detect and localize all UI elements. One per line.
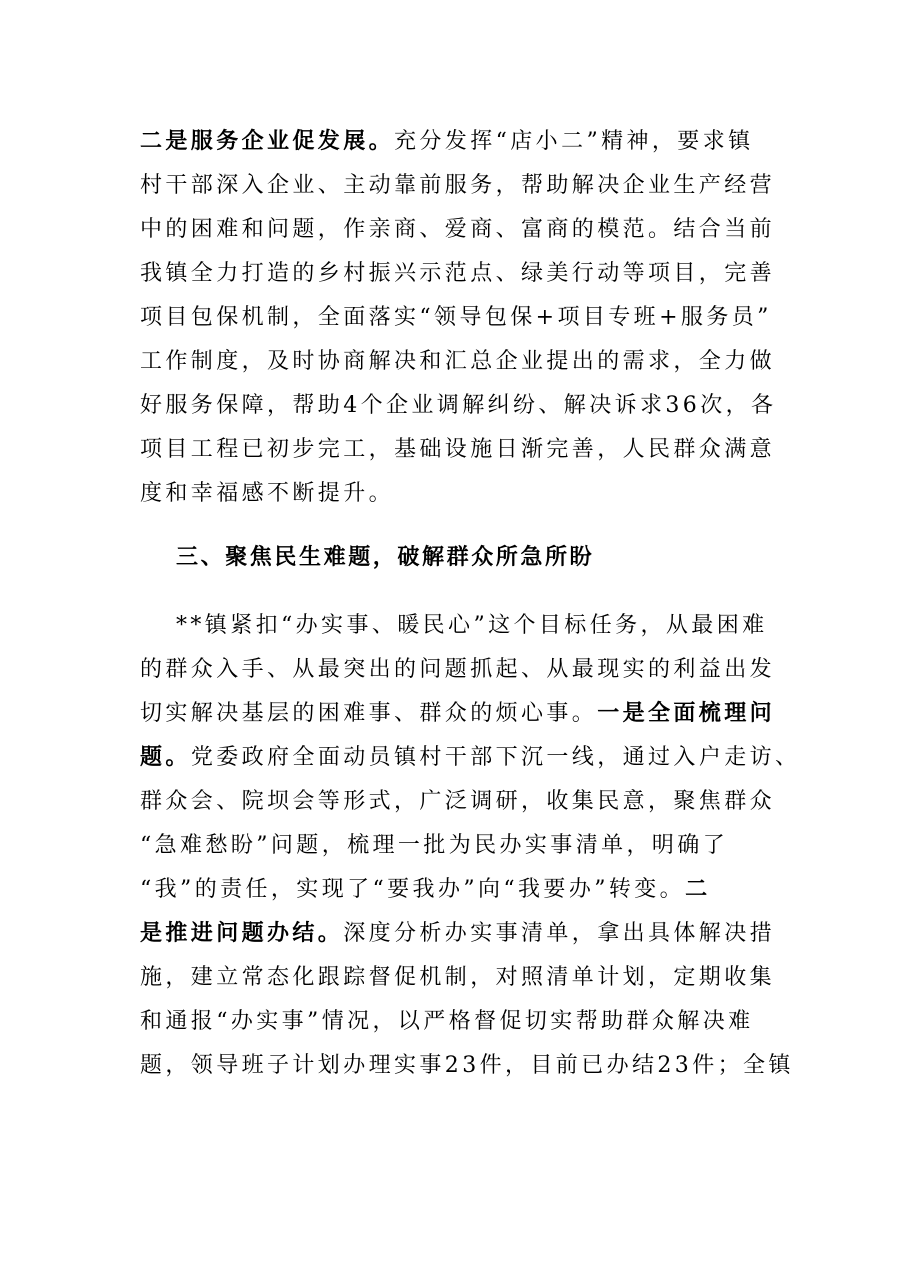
paragraph-line	[140, 164, 775, 208]
line-text: 好服务保障，帮助4个企业调解纠纷、解决诉求36次，各	[140, 393, 777, 418]
line-text: 项目工程已初步完工，基础设施日渐完善，人民群众满意	[140, 437, 776, 462]
paragraph-line	[140, 252, 775, 296]
section-heading: 三、聚焦民生难题，破解群众所急所盼	[176, 545, 595, 570]
line-text: 的群众入手、从最突出的问题抓起、从最现实的利益出发	[140, 657, 776, 682]
paragraph-line	[140, 824, 728, 868]
paragraph-line	[140, 1000, 754, 1044]
paragraph-line	[140, 120, 754, 164]
paragraph-line	[140, 208, 775, 252]
line-text: 党委政府全面动员镇村干部下沉一线，通过入户走访、	[190, 745, 801, 770]
bold-lead: 二是服务企业促发展。	[140, 129, 395, 154]
paragraph-line	[140, 780, 775, 824]
line-text: 施，建立常态化跟踪督促机制，对照清单计划，定期收集	[140, 965, 776, 990]
paragraph-line	[140, 648, 775, 692]
line-text: 村干部深入企业、主动靠前服务，帮助解决企业生产经营	[140, 173, 776, 198]
paragraph-line	[140, 912, 775, 956]
paragraph-line	[140, 340, 775, 384]
paragraph-line	[140, 736, 800, 780]
line-text: 深度分析办实事清单，拿出具体解决措	[343, 921, 776, 946]
line-text: 题，领导班子计划办理实事23件，目前已办结23件；全镇	[140, 1053, 794, 1078]
line-text: “我”的责任，实现了“要我办”向“我要办”转变。	[140, 877, 686, 902]
paragraph-line	[140, 384, 776, 428]
line-text: 充分发挥“店小二”精神，要求镇	[394, 129, 754, 154]
paragraph-line	[140, 1044, 794, 1088]
paragraph-line	[140, 868, 711, 912]
line-text: 度和幸福感不断提升。	[140, 481, 395, 506]
paragraph-line	[140, 956, 775, 1000]
line-text: 工作制度，及时协商解决和汇总企业提出的需求，全力做	[140, 349, 776, 374]
line-text: 项目包保机制，全面落实“领导包保+项目专班+服务员”	[140, 305, 772, 330]
line-text: “急难愁盼”问题，梳理一批为民办实事清单，明确了	[140, 833, 729, 858]
bold-tail: 二	[685, 877, 711, 902]
bold-lead: 题。	[140, 745, 191, 770]
bold-lead: 是推进问题办结。	[140, 921, 344, 946]
line-text: 中的困难和问题，作亲商、爱商、富商的模范。结合当前	[140, 217, 776, 242]
paragraph-line	[176, 604, 768, 648]
bold-tail: 一是全面梳理问	[597, 701, 776, 726]
paragraph-line	[140, 296, 772, 340]
line-text: 我镇全力打造的乡村振兴示范点、绿美行动等项目，完善	[140, 261, 776, 286]
paragraph-line	[140, 472, 394, 516]
paragraph-line	[140, 692, 775, 736]
line-text: 切实解决基层的困难事、群众的烦心事。	[140, 701, 598, 726]
line-text: **镇紧扣“办实事、暖民心”这个目标任务，从最困难	[176, 613, 768, 638]
line-text: 群众会、院坝会等形式，广泛调研，收集民意，聚焦群众	[140, 789, 776, 814]
line-text: 和通报“办实事”情况，以严格督促切实帮助群众解决难	[140, 1009, 754, 1034]
paragraph-line	[140, 428, 775, 472]
